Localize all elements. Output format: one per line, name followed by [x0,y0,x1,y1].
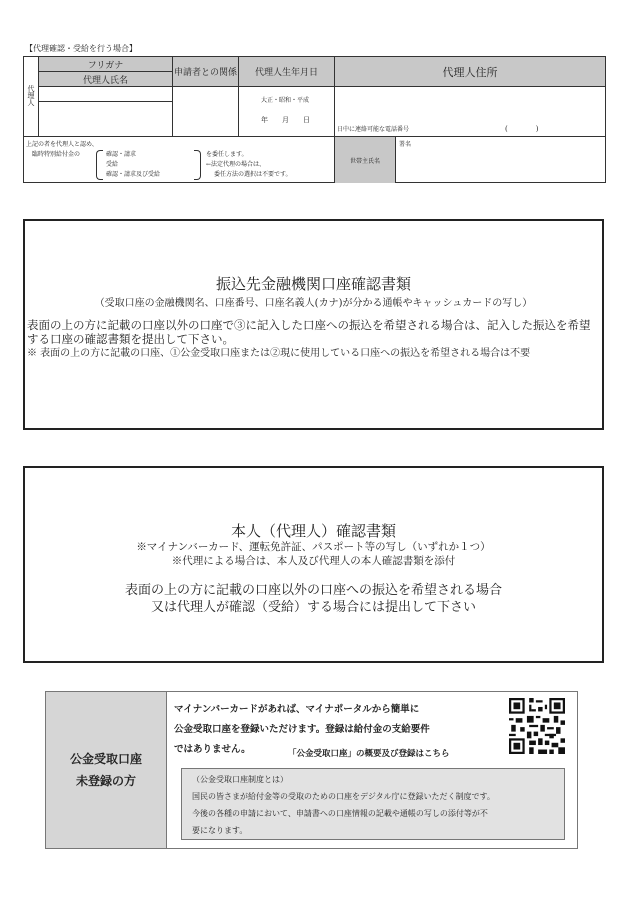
delegation-line2: 臨時特別給付金の [32,151,81,158]
birthdate-field[interactable] [239,87,335,137]
option-confirm[interactable]: 確認・請求 [106,151,137,158]
id-box-title: 本人（代理人）確認書類 [230,522,396,540]
birthdate-header: 代理人生年月日 [239,57,335,87]
bank-box-subtitle: （受取口座の金融機関名、口座番号、口座名義人(カナ)が分かる通帳やキャッシュカードの写し） [94,298,533,309]
promo-info-line1: 国民の皆さまが給付金等の受取のための口座をデジタル庁に登録いただく制度です。 [192,792,495,801]
id-document-box [23,466,604,663]
option-receive[interactable]: 受給 [106,161,119,168]
householder-label-cell [335,137,396,183]
phone-label: 日中に連絡可能な電話番号 [337,126,410,133]
id-box-line4: 又は代理人が確認（受給）する場合には提出して下さい [150,600,476,615]
promo-info-box [181,768,565,840]
bracket-left [96,150,103,180]
promo-text-line1: マイナンバーカードがあれば、マイナポータルから簡単に [174,704,420,715]
id-box-line2: ※代理による場合は、本人及び代理人の本人確認書類を添付 [171,555,456,567]
promo-info-line2: 今後の各種の申請において、申請書への口座情報の記載や通帳の写しの添付等が不 [192,809,488,818]
public-account-promo [45,691,578,849]
proxy-row-label: 代理人 [24,57,39,137]
era-options: 大正・昭和・平成 [261,97,310,104]
delegation-note2: ←法定代理の場合は、 [206,161,266,168]
relation-field[interactable] [173,87,239,137]
delegation-line1: 上記の者を代理人と認め、 [26,141,98,148]
relation-header: 申請者との関係 [173,57,239,87]
phone-field[interactable]: ( ) [505,125,539,133]
promo-info-line3: 要になります。 [192,826,248,835]
promo-left-line2: 未登録の方 [75,774,136,788]
id-box-line1: ※マイナンバーカード、運転免許証、パスポート等の写し（いずれか１つ） [136,541,491,553]
option-both[interactable]: 確認・請求及び受給 [106,171,161,178]
bracket-right [194,150,201,180]
name-field[interactable] [39,102,172,136]
promo-text-line2: 公金受取口座を登録いただけます。登録は給付金の支給要件 [174,724,430,735]
bank-document-box [23,219,604,430]
name-header: 代理人氏名 [39,72,173,87]
qr-code-icon[interactable] [509,698,565,754]
signature-label: 署名 [399,141,412,148]
bank-box-body: 表面の上の方に記載の口座以外の口座で③に記入した口座への振込を希望される場合は、記入した振込を希望する口座の確認書類を提出して下さい。 [27,318,591,346]
signature-field[interactable] [397,137,605,183]
proxy-section-title: 【代理確認・受給を行う場合】 [25,44,137,53]
furigana-header: フリガナ [39,57,173,72]
furigana-field[interactable] [39,87,172,102]
promo-text-line3: ではありません。 [174,744,251,755]
address-field[interactable] [335,87,606,137]
name-input-cell[interactable] [39,87,173,137]
delegation-note1: を委任します。 [206,151,248,158]
id-box-line3: 表面の上の方に記載の口座以外の口座への振込を希望される場合 [124,583,502,598]
promo-left-panel [46,692,167,848]
ymd-label: 年 月 日 [261,116,310,124]
address-header: 代理人住所 [335,57,606,87]
delegation-cell [24,137,335,183]
promo-info-title: （公金受取口座制度とは） [192,775,288,784]
delegation-note3: 委任方法の選択は不要です。 [214,171,292,178]
householder-cell [335,137,606,183]
bank-box-title: 振込先金融機関口座確認書類 [215,275,411,293]
promo-link[interactable]: 「公金受取口座」の概要及び登録はこちら [288,749,450,759]
promo-left-line1: 公金受取口座 [69,752,142,766]
proxy-table [23,56,606,183]
bank-box-note: ※ 表面の上の方に記載の口座、①公金受取口座または②現に使用している口座への振込を希望される場合は不要 [27,348,531,359]
householder-label: 世帯主氏名 [349,157,380,165]
